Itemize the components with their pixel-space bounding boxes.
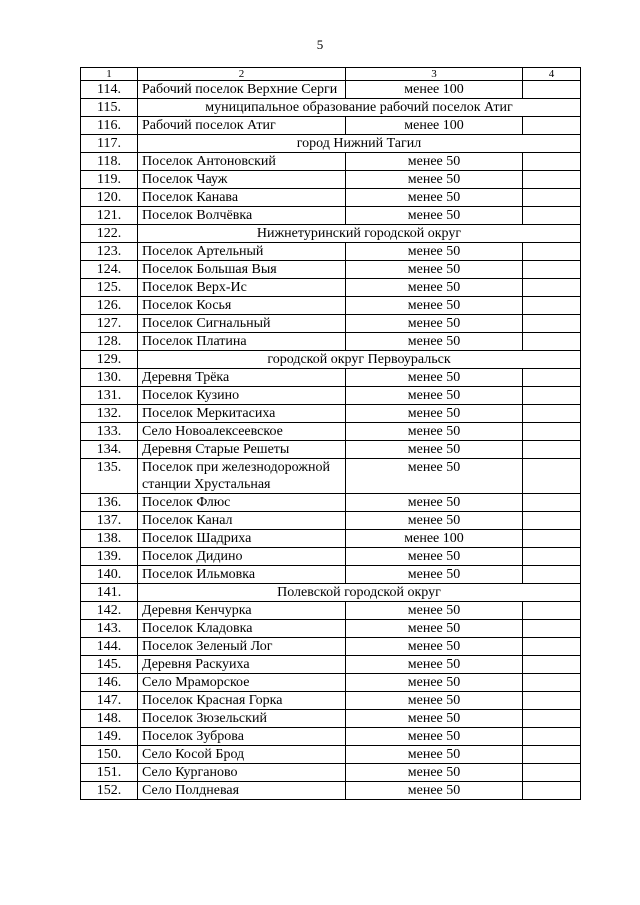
population-value: менее 50 <box>346 261 523 279</box>
table-row <box>81 279 581 297</box>
row-number: 125. <box>81 279 138 297</box>
population-value: менее 100 <box>346 117 523 135</box>
empty-cell <box>523 441 581 459</box>
population-value: менее 50 <box>346 512 523 530</box>
settlement-name: Село Курганово <box>138 764 346 782</box>
row-number: 135. <box>81 459 138 494</box>
population-value: менее 50 <box>346 566 523 584</box>
row-number: 139. <box>81 548 138 566</box>
municipality-heading: Нижнетуринский городской округ <box>138 225 581 243</box>
table-row <box>81 333 581 351</box>
table-group-row <box>81 584 581 602</box>
row-number: 148. <box>81 710 138 728</box>
table-row <box>81 369 581 387</box>
settlement-name: Поселок Флюс <box>138 494 346 512</box>
table-row <box>81 548 581 566</box>
row-number: 118. <box>81 153 138 171</box>
row-number: 133. <box>81 423 138 441</box>
population-value: менее 50 <box>346 459 523 494</box>
row-number: 152. <box>81 782 138 800</box>
empty-cell <box>523 117 581 135</box>
table-row <box>81 620 581 638</box>
row-number: 116. <box>81 117 138 135</box>
row-number: 145. <box>81 656 138 674</box>
settlement-name: Поселок Чауж <box>138 171 346 189</box>
empty-cell <box>523 602 581 620</box>
table-row <box>81 494 581 512</box>
population-value: менее 50 <box>346 692 523 710</box>
table-row <box>81 530 581 548</box>
empty-cell <box>523 243 581 261</box>
table-row <box>81 153 581 171</box>
population-value: менее 50 <box>346 710 523 728</box>
empty-cell <box>523 530 581 548</box>
settlement-name: Деревня Раскуиха <box>138 656 346 674</box>
settlement-name: Село Полдневая <box>138 782 346 800</box>
row-number: 151. <box>81 764 138 782</box>
population-value: менее 100 <box>346 81 523 99</box>
population-value: менее 100 <box>346 530 523 548</box>
row-number: 123. <box>81 243 138 261</box>
settlement-name: Село Мраморское <box>138 674 346 692</box>
population-value: менее 50 <box>346 728 523 746</box>
row-number: 140. <box>81 566 138 584</box>
row-number: 144. <box>81 638 138 656</box>
table-row <box>81 692 581 710</box>
row-number: 130. <box>81 369 138 387</box>
empty-cell <box>523 81 581 99</box>
settlement-name: Поселок Сигнальный <box>138 315 346 333</box>
row-number: 119. <box>81 171 138 189</box>
empty-cell <box>523 459 581 494</box>
empty-cell <box>523 620 581 638</box>
municipality-heading: муниципальное образование рабочий поселок Атиг <box>138 99 581 117</box>
row-number: 115. <box>81 99 138 117</box>
population-value: менее 50 <box>346 243 523 261</box>
row-number: 121. <box>81 207 138 225</box>
settlement-name: Поселок Артельный <box>138 243 346 261</box>
table-group-row <box>81 225 581 243</box>
table-row <box>81 117 581 135</box>
population-value: менее 50 <box>346 207 523 225</box>
settlements-table <box>80 67 581 800</box>
population-value: менее 50 <box>346 602 523 620</box>
population-value: менее 50 <box>346 279 523 297</box>
empty-cell <box>523 656 581 674</box>
empty-cell <box>523 423 581 441</box>
page-number: 5 <box>316 37 324 52</box>
municipality-heading: Полевской городской округ <box>138 584 581 602</box>
settlement-name: Поселок Антоновский <box>138 153 346 171</box>
empty-cell <box>523 261 581 279</box>
population-value: менее 50 <box>346 171 523 189</box>
row-number: 134. <box>81 441 138 459</box>
table-row <box>81 261 581 279</box>
table-row <box>81 189 581 207</box>
population-value: менее 50 <box>346 189 523 207</box>
row-number: 114. <box>81 81 138 99</box>
row-number: 142. <box>81 602 138 620</box>
column-header-3: 3 <box>346 68 523 81</box>
table-row <box>81 782 581 800</box>
table-row <box>81 243 581 261</box>
row-number: 138. <box>81 530 138 548</box>
empty-cell <box>523 333 581 351</box>
row-number: 117. <box>81 135 138 153</box>
empty-cell <box>523 746 581 764</box>
settlement-name: Поселок Дидино <box>138 548 346 566</box>
column-header-1: 1 <box>81 68 138 81</box>
table-group-row <box>81 351 581 369</box>
settlement-name: Рабочий поселок Верхние Серги <box>138 81 346 99</box>
table-group-row <box>81 135 581 153</box>
row-number: 147. <box>81 692 138 710</box>
population-value: менее 50 <box>346 494 523 512</box>
table-row <box>81 566 581 584</box>
table-row <box>81 728 581 746</box>
population-value: менее 50 <box>346 620 523 638</box>
settlement-name: Село Косой Брод <box>138 746 346 764</box>
table-row <box>81 656 581 674</box>
settlement-name: Поселок Кладовка <box>138 620 346 638</box>
settlement-name: Поселок при железнодорожной станции Хрустальная <box>138 459 346 494</box>
empty-cell <box>523 728 581 746</box>
row-number: 120. <box>81 189 138 207</box>
population-value: менее 50 <box>346 387 523 405</box>
settlement-name: Поселок Зеленый Лог <box>138 638 346 656</box>
empty-cell <box>523 692 581 710</box>
population-value: менее 50 <box>346 674 523 692</box>
table-row <box>81 315 581 333</box>
row-number: 132. <box>81 405 138 423</box>
settlement-name: Поселок Зуброва <box>138 728 346 746</box>
population-value: менее 50 <box>346 638 523 656</box>
table-row <box>81 405 581 423</box>
row-number: 143. <box>81 620 138 638</box>
table-row <box>81 764 581 782</box>
settlement-name: Рабочий поселок Атиг <box>138 117 346 135</box>
empty-cell <box>523 387 581 405</box>
population-value: менее 50 <box>346 297 523 315</box>
table-row <box>81 746 581 764</box>
row-number: 126. <box>81 297 138 315</box>
settlement-name: Поселок Меркитасиха <box>138 405 346 423</box>
empty-cell <box>523 512 581 530</box>
population-value: менее 50 <box>346 423 523 441</box>
empty-cell <box>523 171 581 189</box>
settlement-name: Поселок Канава <box>138 189 346 207</box>
empty-cell <box>523 279 581 297</box>
row-number: 128. <box>81 333 138 351</box>
population-value: менее 50 <box>346 405 523 423</box>
empty-cell <box>523 782 581 800</box>
empty-cell <box>523 494 581 512</box>
table-row <box>81 441 581 459</box>
population-value: менее 50 <box>346 369 523 387</box>
population-value: менее 50 <box>346 441 523 459</box>
empty-cell <box>523 405 581 423</box>
table-row <box>81 638 581 656</box>
settlement-name: Поселок Кузино <box>138 387 346 405</box>
row-number: 124. <box>81 261 138 279</box>
settlement-name: Поселок Ильмовка <box>138 566 346 584</box>
settlement-name: Поселок Платина <box>138 333 346 351</box>
row-number: 137. <box>81 512 138 530</box>
empty-cell <box>523 548 581 566</box>
row-number: 122. <box>81 225 138 243</box>
row-number: 150. <box>81 746 138 764</box>
empty-cell <box>523 764 581 782</box>
population-value: менее 50 <box>346 782 523 800</box>
settlement-name: Поселок Канал <box>138 512 346 530</box>
row-number: 146. <box>81 674 138 692</box>
municipality-heading: городской округ Первоуральск <box>138 351 581 369</box>
empty-cell <box>523 566 581 584</box>
population-value: менее 50 <box>346 764 523 782</box>
table-row <box>81 710 581 728</box>
table-header-row <box>81 68 581 81</box>
settlement-name: Село Новоалексеевское <box>138 423 346 441</box>
table-row <box>81 459 581 494</box>
empty-cell <box>523 153 581 171</box>
table-row <box>81 297 581 315</box>
table-row <box>81 387 581 405</box>
row-number: 127. <box>81 315 138 333</box>
empty-cell <box>523 297 581 315</box>
population-value: менее 50 <box>346 153 523 171</box>
empty-cell <box>523 189 581 207</box>
row-number: 149. <box>81 728 138 746</box>
row-number: 129. <box>81 351 138 369</box>
population-value: менее 50 <box>346 333 523 351</box>
table-row <box>81 81 581 99</box>
table-row <box>81 674 581 692</box>
row-number: 136. <box>81 494 138 512</box>
settlement-name: Поселок Большая Выя <box>138 261 346 279</box>
table-row <box>81 207 581 225</box>
population-value: менее 50 <box>346 315 523 333</box>
table-row <box>81 171 581 189</box>
municipality-heading: город Нижний Тагил <box>138 135 581 153</box>
settlement-name: Деревня Старые Решеты <box>138 441 346 459</box>
population-value: менее 50 <box>346 548 523 566</box>
settlement-name: Поселок Зюзельский <box>138 710 346 728</box>
table-row <box>81 602 581 620</box>
row-number: 131. <box>81 387 138 405</box>
settlement-name: Поселок Красная Горка <box>138 692 346 710</box>
table-row <box>81 423 581 441</box>
empty-cell <box>523 207 581 225</box>
settlement-name: Поселок Косья <box>138 297 346 315</box>
empty-cell <box>523 369 581 387</box>
population-value: менее 50 <box>346 656 523 674</box>
settlement-name: Деревня Трёка <box>138 369 346 387</box>
column-header-2: 2 <box>138 68 346 81</box>
row-number: 141. <box>81 584 138 602</box>
column-header-4: 4 <box>523 68 581 81</box>
settlement-name: Поселок Волчёвка <box>138 207 346 225</box>
settlement-name: Поселок Шадриха <box>138 530 346 548</box>
table-row <box>81 512 581 530</box>
population-value: менее 50 <box>346 746 523 764</box>
table-group-row <box>81 99 581 117</box>
empty-cell <box>523 638 581 656</box>
empty-cell <box>523 315 581 333</box>
settlement-name: Деревня Кенчурка <box>138 602 346 620</box>
empty-cell <box>523 710 581 728</box>
empty-cell <box>523 674 581 692</box>
settlement-name: Поселок Верх-Ис <box>138 279 346 297</box>
